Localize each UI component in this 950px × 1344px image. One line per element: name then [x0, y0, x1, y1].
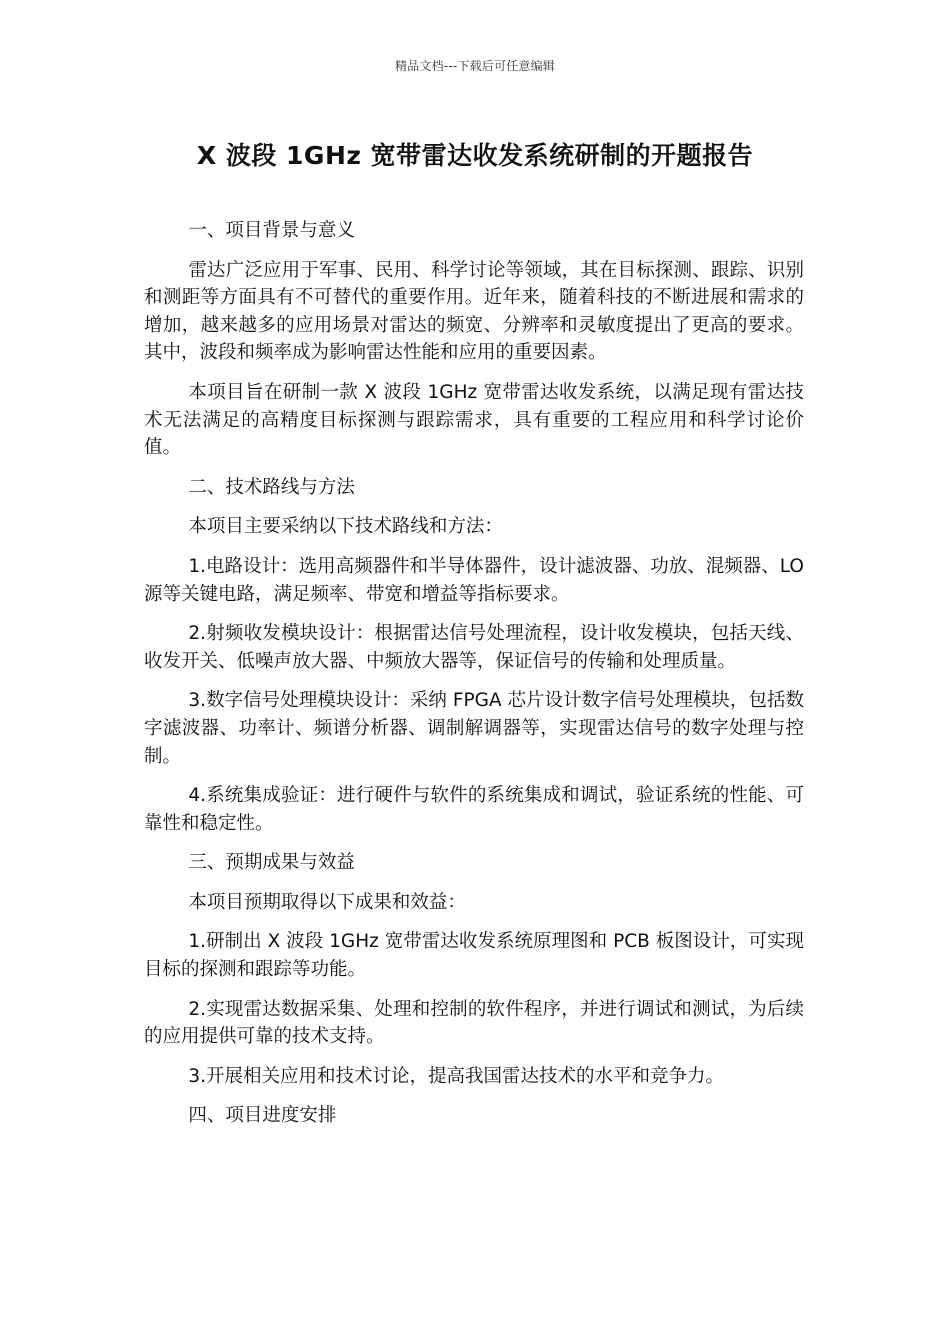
- header-note: 精品文档---下载后可任意编辑: [395, 59, 555, 73]
- list-item: 2.实现雷达数据采集、处理和控制的软件程序，并进行调试和测试，为后续的应用提供可靠的技术支持。: [144, 998, 804, 1048]
- document-title: X 波段 1GHz 宽带雷达收发系统研制的开题报告: [196, 141, 754, 170]
- section-heading: 四、项目进度安排: [188, 1105, 337, 1127]
- paragraph: 本项目预期取得以下成果和效益：: [188, 891, 466, 913]
- list-item: 1.研制出 X 波段 1GHz 宽带雷达收发系统原理图和 PCB 板图设计，可实现目标的探测和跟踪等功能。: [144, 931, 804, 981]
- paragraph: 本项目旨在研制一款 X 波段 1GHz 宽带雷达收发系统，以满足现有雷达技术无法满足的高精度目标探测与跟踪需求，具有重要的工程应用和科学讨论价值。: [144, 381, 804, 459]
- list-item: 2.射频收发模块设计：根据雷达信号处理流程，设计收发模块，包括天线、收发开关、低噪声放大器、中频放大器等，保证信号的传输和处理质量。: [144, 623, 804, 672]
- list-item: 3.数字信号处理模块设计：采纳 FPGA 芯片设计数字信号处理模块，包括数字滤波器、功率计、频谱分析器、调制解调器等，实现雷达信号的数字处理与控制。: [144, 690, 804, 767]
- section-heading: 三、预期成果与效益: [188, 852, 355, 874]
- paragraph: 本项目主要采纳以下技术路线和方法：: [188, 516, 503, 538]
- list-item: 4.系统集成验证：进行硬件与软件的系统集成和调试，验证系统的性能、可靠性和稳定性。: [144, 785, 804, 834]
- paragraph: 雷达广泛应用于军事、民用、科学讨论等领域，其在目标探测、跟踪、识别和测距等方面具有不可替代的重要作用。近年来，随着科技的不断进展和需求的增加，越来越多的应用场景对雷达的频宽、分辨率和灵敏度提出了更高的要求。其中，波段和频率成为影响雷达性能和应用的重要因素。: [144, 259, 804, 364]
- section-heading: 一、项目背景与意义: [188, 220, 355, 241]
- list-item: 1.电路设计：选用高频器件和半导体器件，设计滤波器、功放、混频器、LO 源等关键电路，满足频率、带宽和增益等指标要求。: [144, 555, 804, 605]
- document-body: [144, 217, 804, 1142]
- list-item: 3.开展相关应用和技术讨论，提高我国雷达技术的水平和竞争力。: [188, 1065, 725, 1087]
- section-heading: 二、技术路线与方法: [188, 476, 355, 498]
